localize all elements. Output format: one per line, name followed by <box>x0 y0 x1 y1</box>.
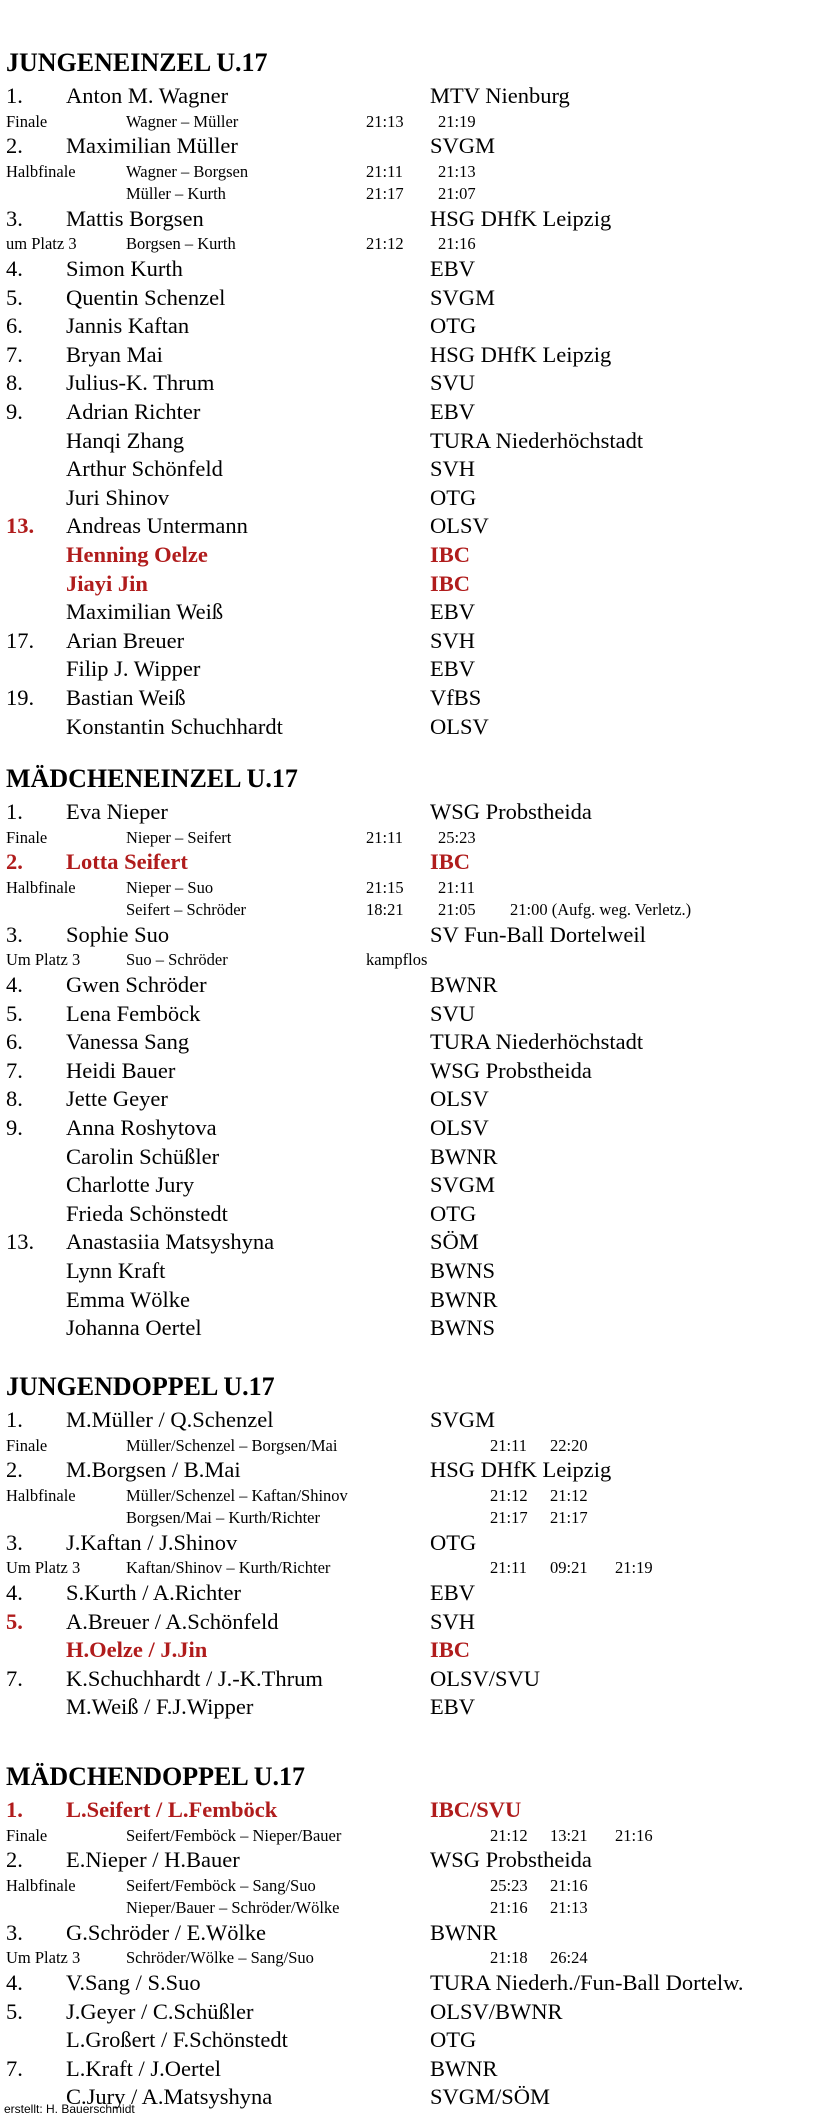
placement-rank: 9. <box>6 1115 23 1140</box>
club-name: SVU <box>430 370 476 396</box>
round-label: um Platz 3 <box>6 234 77 254</box>
placement-rank: 6. <box>6 1029 23 1055</box>
set-score: 18:21 <box>366 899 404 919</box>
club-name: SVH <box>430 627 476 653</box>
player-name: Lynn Kraft <box>66 1258 166 1283</box>
set-score: 09:21 <box>550 1558 588 1578</box>
set-score: 21:11 <box>438 878 475 897</box>
set-score: kampflos <box>366 950 428 970</box>
placement-rank: 9. <box>6 399 23 424</box>
player-name: Bryan Mai <box>66 341 163 367</box>
club-name: SVH <box>430 456 476 482</box>
player-name: Maximilian Müller <box>66 133 238 159</box>
club-name: BWNR <box>430 1286 498 1312</box>
round-label: Halbfinale <box>6 1486 76 1505</box>
club-name: BWNR <box>430 1919 498 1945</box>
placement-rank: 13. <box>6 1229 35 1255</box>
placement-rank: 4. <box>6 1580 23 1605</box>
placement-rank: 1. <box>6 83 23 108</box>
player-name: A.Breuer / A.Schönfeld <box>66 1608 279 1634</box>
club-name: MTV Nienburg <box>430 83 570 108</box>
player-name: Arian Breuer <box>66 627 185 653</box>
section-title-text: MÄDCHENEINZEL U.17 <box>6 764 298 793</box>
club-name: BWNR <box>430 972 498 997</box>
placement-rank: 4. <box>6 972 23 997</box>
round-label: Finale <box>6 1435 48 1455</box>
section-title-text: JUNGENDOPPEL U.17 <box>6 1372 275 1401</box>
match-pairing: Nieper/Bauer – Schröder/Wölke <box>126 1897 340 1917</box>
club-name: OTG <box>430 2027 477 2053</box>
club-name: WSG Probstheida <box>430 1847 592 1873</box>
club-name: SVGM <box>430 284 496 310</box>
club-name: BWNR <box>430 1143 498 1169</box>
player-name: Carolin Schüßler <box>66 1143 220 1169</box>
match-pairing: Seifert – Schröder <box>126 899 247 919</box>
club-name: TURA Niederhöchstadt <box>430 427 644 453</box>
round-label: Finale <box>6 1825 48 1845</box>
set-score: 21:13 <box>438 162 476 181</box>
club-name: TURA Niederhöchstadt <box>430 1029 644 1055</box>
match-pairing: Kaftan/Shinov – Kurth/Richter <box>126 1558 331 1578</box>
player-name: H.Oelze / J.Jin <box>66 1637 208 1663</box>
match-pairing: Borgsen – Kurth <box>126 234 236 254</box>
set-score: 21:13 <box>550 1897 588 1917</box>
round-label: Halbfinale <box>6 1876 76 1895</box>
placement-rank: 2. <box>6 133 23 159</box>
placement-rank: 5. <box>6 284 23 310</box>
match-pairing: Seifert/Femböck – Sang/Suo <box>126 1876 316 1895</box>
club-name: SVGM <box>430 133 496 159</box>
player-name: Jiayi Jin <box>66 570 148 596</box>
club-name: HSG DHfK Leipzig <box>430 1457 612 1483</box>
set-score: 21:13 <box>366 111 404 131</box>
club-name: OLSV <box>430 1115 489 1140</box>
section-title-text: MÄDCHENDOPPEL U.17 <box>6 1762 305 1791</box>
set-score: 21:11 <box>366 827 403 847</box>
club-name: SVGM <box>430 1407 496 1432</box>
placement-rank: 2. <box>6 1457 23 1483</box>
placement-rank: 8. <box>6 1086 23 1112</box>
match-pairing: Nieper – Seifert <box>126 827 232 847</box>
player-name: Jannis Kaftan <box>66 313 190 339</box>
section-title-text: JUNGENEINZEL U.17 <box>6 48 268 77</box>
club-name: OTG <box>430 484 477 510</box>
footer-credit: erstellt: H. Bauerschmidt <box>4 2102 135 2116</box>
player-name: Arthur Schönfeld <box>66 456 223 482</box>
club-name: EBV <box>430 1694 475 1720</box>
player-name: Heidi Bauer <box>66 1057 176 1083</box>
club-name: OLSV <box>430 513 489 539</box>
club-name: SVH <box>430 1608 476 1634</box>
club-name: SV Fun-Ball Dortelweil <box>430 921 646 947</box>
placement-rank: 4. <box>6 256 23 281</box>
club-name: BWNR <box>430 2055 498 2081</box>
club-name: BWNS <box>430 1258 496 1283</box>
set-score: 21:17 <box>366 183 404 203</box>
club-name: WSG Probstheida <box>430 799 592 824</box>
player-name: S.Kurth / A.Richter <box>66 1580 241 1605</box>
club-name: IBC <box>430 570 471 596</box>
placement-rank: 7. <box>6 1665 23 1691</box>
placement-rank: 3. <box>6 921 23 947</box>
player-name: Juri Shinov <box>66 484 170 510</box>
club-name: TURA Niederh./Fun-Ball Dortelw. <box>430 1970 744 1995</box>
player-name: Simon Kurth <box>66 256 183 281</box>
set-score: 21:18 <box>490 1948 528 1968</box>
club-name: HSG DHfK Leipzig <box>430 205 612 231</box>
club-name: SVGM/SÖM <box>430 2084 551 2110</box>
match-pairing: Schröder/Wölke – Sang/Suo <box>126 1948 314 1968</box>
player-name: Gwen Schröder <box>66 972 207 997</box>
match-pairing: Suo – Schröder <box>126 950 228 970</box>
club-name: HSG DHfK Leipzig <box>430 341 612 367</box>
placement-rank: 7. <box>6 2055 23 2081</box>
player-name: Sophie Suo <box>66 921 170 947</box>
match-pairing: Müller – Kurth <box>126 183 226 203</box>
round-label: Um Platz 3 <box>6 950 81 970</box>
player-name: J.Kaftan / J.Shinov <box>66 1529 238 1555</box>
club-name: EBV <box>430 599 475 625</box>
placement-rank: 4. <box>6 1970 23 1995</box>
set-score: 21:16 <box>615 1825 653 1845</box>
club-name: OLSV <box>430 1086 489 1112</box>
club-name: OLSV <box>430 713 489 739</box>
club-name: IBC/SVU <box>430 1797 522 1822</box>
player-name: Lena Femböck <box>66 1000 201 1026</box>
player-name: V.Sang / S.Suo <box>66 1970 201 1995</box>
round-label: Um Platz 3 <box>6 1558 81 1578</box>
set-score: 13:21 <box>550 1825 588 1845</box>
club-name: EBV <box>430 656 475 682</box>
club-name: EBV <box>430 399 475 424</box>
round-label: Halbfinale <box>6 878 76 897</box>
match-pairing: Wagner – Borgsen <box>126 162 249 181</box>
player-name: Anton M. Wagner <box>66 83 229 108</box>
placement-rank: 7. <box>6 1057 23 1083</box>
player-name: J.Geyer / C.Schüßler <box>66 1998 254 2024</box>
set-score: 21:12 <box>550 1486 588 1505</box>
player-name: G.Schröder / E.Wölke <box>66 1919 266 1945</box>
set-score: 21:16 <box>550 1876 588 1895</box>
player-name: Emma Wölke <box>66 1286 190 1312</box>
player-name: Bastian Weiß <box>66 685 186 710</box>
set-score: 25:23 <box>490 1876 528 1895</box>
player-name: Lotta Seifert <box>66 849 188 875</box>
player-name: Eva Nieper <box>66 799 168 824</box>
player-name: Anastasiia Matsyshyna <box>66 1229 275 1255</box>
player-name: M.Weiß / F.J.Wipper <box>66 1694 254 1720</box>
club-name: VfBS <box>430 685 482 710</box>
placement-rank: 8. <box>6 370 23 396</box>
round-label: Finale <box>6 111 48 131</box>
player-name: M.Borgsen / B.Mai <box>66 1457 241 1483</box>
player-name: L.Kraft / J.Oertel <box>66 2055 221 2081</box>
player-name: Vanessa Sang <box>66 1029 190 1055</box>
set-score: 21:19 <box>615 1558 653 1578</box>
player-name: Andreas Untermann <box>66 513 248 539</box>
set-score: 21:17 <box>550 1507 588 1527</box>
player-name: Jette Geyer <box>66 1086 168 1112</box>
player-name: L.Seifert / L.Femböck <box>66 1797 278 1822</box>
placement-rank: 5. <box>6 1998 23 2024</box>
player-name: Filip J. Wipper <box>66 656 201 682</box>
club-name: OTG <box>430 1200 477 1226</box>
club-name: OTG <box>430 1529 477 1555</box>
club-name: OTG <box>430 313 477 339</box>
set-score: 21:12 <box>490 1825 528 1845</box>
club-name: OLSV/SVU <box>430 1665 541 1691</box>
set-score: 21:19 <box>438 111 476 131</box>
placement-rank: 3. <box>6 1919 23 1945</box>
set-score: 21:15 <box>366 878 404 897</box>
player-name: Henning Oelze <box>66 542 208 567</box>
placement-rank: 3. <box>6 1529 23 1555</box>
placement-rank: 6. <box>6 313 23 339</box>
set-score: 21:05 <box>438 899 476 919</box>
club-name: SVGM <box>430 1172 496 1198</box>
placement-rank: 1. <box>6 1797 23 1822</box>
club-name: BWNS <box>430 1315 496 1341</box>
placement-rank: 1. <box>6 1407 23 1432</box>
player-name: Mattis Borgsen <box>66 205 204 231</box>
set-score: 25:23 <box>438 827 476 847</box>
club-name: EBV <box>430 1580 475 1605</box>
set-score: 21:12 <box>490 1486 528 1505</box>
placement-rank: 2. <box>6 1847 23 1873</box>
set-score: 21:11 <box>490 1558 527 1578</box>
set-score: 21:16 <box>438 234 476 254</box>
player-name: K.Schuchhardt / J.-K.Thrum <box>66 1665 323 1691</box>
club-name: WSG Probstheida <box>430 1057 592 1083</box>
player-name: Frieda Schönstedt <box>66 1200 228 1226</box>
player-name: L.Großert / F.Schönstedt <box>66 2027 288 2053</box>
club-name: OLSV/BWNR <box>430 1998 563 2024</box>
match-pairing: Nieper – Suo <box>126 878 214 897</box>
match-pairing: Müller/Schenzel – Kaftan/Shinov <box>126 1486 348 1505</box>
set-score: 22:20 <box>550 1435 588 1455</box>
set-score: 21:07 <box>438 183 476 203</box>
set-score: 21:17 <box>490 1507 528 1527</box>
player-name: M.Müller / Q.Schenzel <box>66 1407 274 1432</box>
placement-rank: 17. <box>6 627 35 653</box>
match-pairing: Wagner – Müller <box>126 111 239 131</box>
placement-rank: 5. <box>6 1608 23 1634</box>
round-label: Halbfinale <box>6 162 76 181</box>
set-score: 21:11 <box>366 162 403 181</box>
player-name: Konstantin Schuchhardt <box>66 713 283 739</box>
placement-rank: 13. <box>6 513 35 539</box>
club-name: SÖM <box>430 1229 479 1255</box>
match-pairing: Borgsen/Mai – Kurth/Richter <box>126 1507 321 1527</box>
set-score: 21:00 (Aufg. weg. Verletz.) <box>510 899 692 919</box>
set-score: 21:11 <box>490 1435 527 1455</box>
player-name: Hanqi Zhang <box>66 427 185 453</box>
player-name: Maximilian Weiß <box>66 599 224 625</box>
placement-rank: 1. <box>6 799 23 824</box>
player-name: Julius-K. Thrum <box>66 370 215 396</box>
set-score: 26:24 <box>550 1948 588 1968</box>
club-name: IBC <box>430 1637 471 1663</box>
placement-rank: 3. <box>6 205 23 231</box>
placement-rank: 2. <box>6 849 23 875</box>
set-score: 21:12 <box>366 234 404 254</box>
placement-rank: 7. <box>6 341 23 367</box>
player-name: Johanna Oertel <box>66 1315 202 1341</box>
match-pairing: Müller/Schenzel – Borgsen/Mai <box>126 1435 338 1455</box>
player-name: Anna Roshytova <box>66 1115 217 1140</box>
club-name: IBC <box>430 849 471 875</box>
club-name: EBV <box>430 256 475 281</box>
club-name: SVU <box>430 1000 476 1026</box>
player-name: E.Nieper / H.Bauer <box>66 1847 240 1873</box>
club-name: IBC <box>430 542 471 567</box>
player-name: Adrian Richter <box>66 399 201 424</box>
match-pairing: Seifert/Femböck – Nieper/Bauer <box>126 1825 342 1845</box>
set-score: 21:16 <box>490 1897 528 1917</box>
player-name: Quentin Schenzel <box>66 284 226 310</box>
placement-rank: 5. <box>6 1000 23 1026</box>
round-label: Um Platz 3 <box>6 1948 81 1968</box>
placement-rank: 19. <box>6 685 35 710</box>
round-label: Finale <box>6 827 48 847</box>
player-name: Charlotte Jury <box>66 1172 195 1198</box>
player-name: C.Jury / A.Matsyshyna <box>66 2084 273 2110</box>
